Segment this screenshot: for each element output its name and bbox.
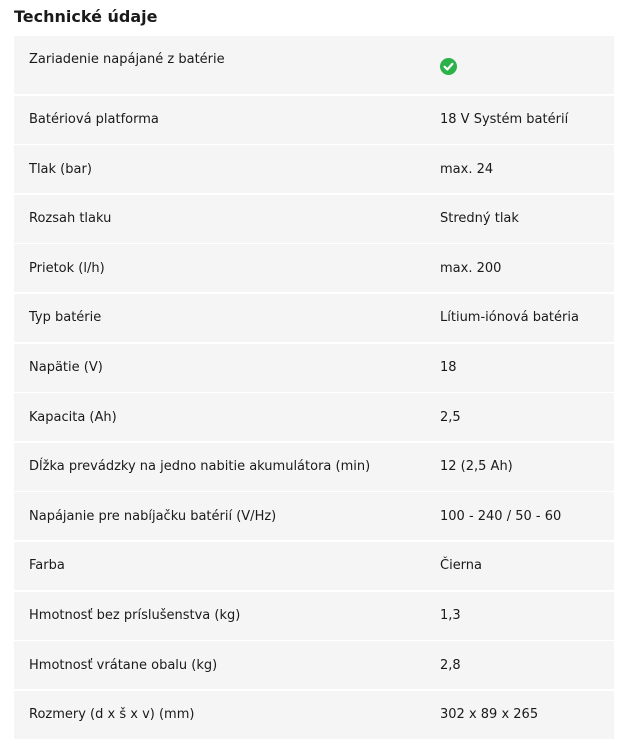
spec-value: max. 200 — [440, 260, 502, 276]
spec-row — [14, 443, 614, 491]
spec-label: Napätie (V) — [29, 360, 103, 376]
spec-table — [14, 36, 614, 740]
spec-value: Stredný tlak — [440, 211, 519, 227]
spec-value: 2,8 — [440, 657, 461, 673]
spec-value: 302 x 89 x 265 — [440, 707, 539, 723]
spec-label: Rozsah tlaku — [29, 211, 112, 227]
spec-label: Napájanie pre nabíjačku batérií (V/Hz) — [29, 508, 277, 524]
spec-row — [14, 195, 614, 243]
spec-row — [14, 393, 614, 441]
spec-row — [14, 145, 614, 193]
spec-row — [14, 691, 614, 739]
spec-value: 2,5 — [440, 409, 461, 425]
spec-label: Hmotnosť vrátane obalu (kg) — [29, 657, 218, 673]
spec-value: 1,3 — [440, 608, 461, 624]
spec-value: Čierna — [440, 558, 483, 574]
spec-label: Kapacita (Ah) — [29, 409, 117, 425]
spec-value — [426, 36, 614, 94]
section-title: Technické údaje — [14, 7, 158, 26]
check-circle-icon — [440, 58, 457, 75]
spec-label: Farba — [29, 558, 65, 574]
spec-row — [14, 244, 614, 292]
spec-row — [14, 641, 614, 689]
spec-value: 12 (2,5 Ah) — [440, 459, 513, 475]
spec-label: Tlak (bar) — [29, 161, 92, 177]
spec-row — [14, 96, 614, 144]
spec-label: Prietok (l/h) — [29, 260, 105, 276]
spec-label: Rozmery (d x š x v) (mm) — [29, 707, 195, 723]
spec-row — [14, 36, 614, 94]
spec-row — [14, 542, 614, 590]
spec-label: Hmotnosť bez príslušenstva (kg) — [29, 608, 241, 624]
spec-value: 18 — [440, 360, 457, 376]
spec-value: 100 - 240 / 50 - 60 — [440, 508, 562, 524]
spec-label: Dĺžka prevádzky na jedno nabitie akumulátora (min) — [29, 459, 371, 475]
spec-value: 18 V Systém batérií — [440, 112, 569, 128]
spec-value: max. 24 — [440, 161, 494, 177]
spec-row — [14, 294, 614, 342]
spec-value: Lítium-iónová batéria — [440, 310, 579, 326]
spec-row — [14, 592, 614, 640]
spec-row — [14, 344, 614, 392]
spec-row — [14, 492, 614, 540]
spec-label: Zariadenie napájané z batérie — [29, 52, 225, 67]
spec-label: Typ batérie — [29, 310, 102, 326]
spec-label: Batériová platforma — [29, 112, 159, 128]
